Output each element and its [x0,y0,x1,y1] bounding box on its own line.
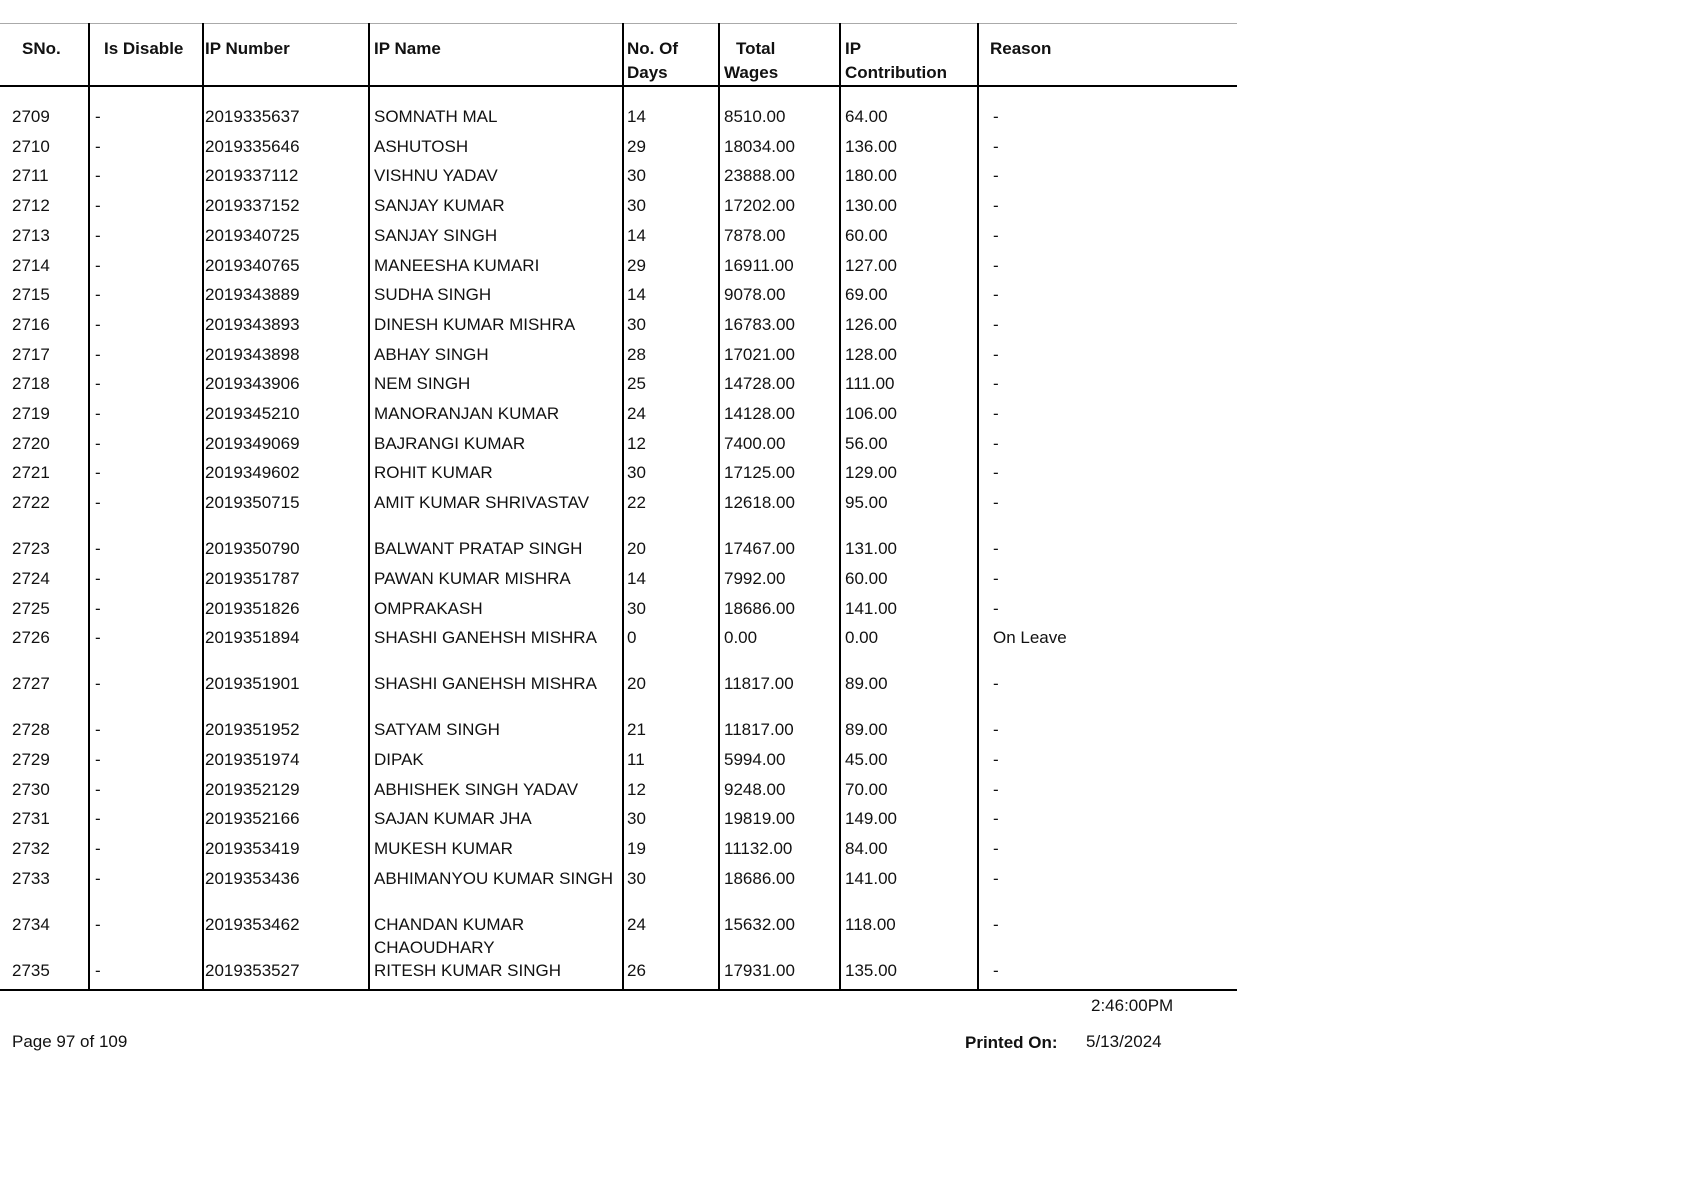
cell-sno: 2721 [12,463,50,483]
header-total-wages [724,37,778,85]
cell-ip-number: 2019351787 [205,568,300,588]
cell-sno: 2715 [12,285,50,305]
cell-reason: - [993,779,999,799]
cell-ip-contribution: 0.00 [845,628,879,648]
cell-total-wages: 16911.00 [724,255,794,275]
cell-sno: 2719 [12,404,50,423]
cell-total-wages: 11817.00 [724,720,794,740]
cell-is-disable: - [95,749,101,769]
cell-sno: 2735 [12,960,50,980]
printed-date: 5/13/2024 [1086,1032,1162,1051]
cell-ip-name: RITESH KUMAR SINGH [374,960,562,980]
cell-is-disable: - [95,404,101,423]
cell-ip-contribution: 69.00 [845,285,888,305]
cell-ip-contribution: 70.00 [845,779,888,799]
cell-ip-contribution: 60.00 [845,568,888,588]
cell-reason: - [993,404,999,423]
cell-no-of-days: 14 [627,225,646,245]
cell-no-of-days: 30 [627,868,646,888]
cell-ip-number: 2019351826 [205,598,300,618]
cell-ip-name: SOMNATH MAL [374,107,498,126]
cell-no-of-days: 0 [627,628,637,648]
cell-is-disable: - [95,255,101,275]
cell-ip-contribution: 95.00 [845,493,888,513]
cell-is-disable: - [95,598,101,618]
header-total-wages-line2: Wages [724,63,779,82]
cell-reason: - [993,255,999,275]
cell-reason: - [993,166,999,186]
header-reason: Reason [990,39,1052,58]
cell-ip-number: 2019335646 [205,136,300,156]
cell-is-disable: - [95,914,101,934]
header-no-of-days [627,37,678,85]
cell-ip-name: ABHAY SINGH [374,344,489,364]
cell-reason: - [993,720,999,740]
cell-ip-number: 2019350715 [205,493,300,513]
cell-sno: 2711 [12,166,49,186]
cell-ip-contribution: 60.00 [845,225,888,245]
cell-reason: - [993,196,999,216]
cell-ip-name: VISHNU YADAV [374,166,498,186]
cell-sno: 2723 [12,539,50,559]
cell-ip-contribution: 128.00 [845,344,897,364]
cell-no-of-days: 12 [627,779,646,799]
cell-no-of-days: 29 [627,255,646,275]
cell-sno: 2733 [12,868,50,888]
cell-ip-contribution: 135.00 [845,960,897,980]
cell-ip-number: 2019350790 [205,539,300,559]
cell-sno: 2725 [12,598,50,618]
cell-sno: 2722 [12,493,50,513]
cell-ip-contribution: 180.00 [845,166,897,186]
cell-no-of-days: 14 [627,107,646,126]
cell-ip-contribution: 127.00 [845,255,897,275]
header-ip-contribution [845,37,947,85]
cell-ip-contribution: 141.00 [845,598,897,618]
cell-ip-number: 2019351952 [205,720,300,740]
cell-ip-number: 2019337112 [205,166,299,186]
cell-is-disable: - [95,225,101,245]
cell-total-wages: 18686.00 [724,868,795,888]
cell-ip-name: SHASHI GANEHSH MISHRA [374,628,597,648]
cell-is-disable: - [95,568,101,588]
column-divider [839,23,841,989]
cell-reason: - [993,374,999,394]
cell-total-wages: 23888.00 [724,166,795,186]
cell-ip-name: CHANDAN KUMAR CHAOUDHARY [374,914,525,957]
cell-total-wages: 7400.00 [724,433,786,453]
printed-time: 2:46:00PM [1091,996,1174,1015]
cell-ip-contribution: 64.00 [845,107,888,126]
cell-ip-name: SANJAY KUMAR [374,196,505,216]
cell-no-of-days: 30 [627,809,646,829]
cell-sno: 2716 [12,314,50,334]
page-number: Page 97 of 109 [12,1032,128,1051]
cell-ip-name: MANEESHA KUMARI [374,255,540,275]
cell-ip-contribution: 136.00 [845,136,897,156]
cell-sno: 2709 [12,107,50,126]
cell-no-of-days: 30 [627,196,646,216]
cell-ip-contribution: 84.00 [845,839,888,858]
cell-reason: - [993,493,999,513]
header-sno: SNo. [22,39,61,58]
cell-ip-name: PAWAN KUMAR MISHRA [374,568,571,588]
cell-ip-name: AMIT KUMAR SHRIVASTAV [374,493,590,513]
cell-reason: - [993,433,999,453]
cell-sno: 2732 [12,839,50,858]
header-no-of-days-line1: No. Of [627,39,678,58]
cell-total-wages: 17125.00 [724,463,795,483]
cell-is-disable: - [95,196,101,216]
cell-no-of-days: 26 [627,960,646,980]
cell-ip-contribution: 89.00 [845,674,888,694]
cell-reason: - [993,285,999,305]
cell-ip-number: 2019340725 [205,225,300,245]
cell-reason: - [993,960,999,980]
cell-total-wages: 12618.00 [724,493,795,513]
cell-ip-number: 2019353462 [205,914,300,934]
cell-ip-contribution: 106.00 [845,404,897,423]
cell-no-of-days: 28 [627,344,646,364]
cell-no-of-days: 12 [627,433,646,453]
cell-total-wages: 18034.00 [724,136,795,156]
cell-sno: 2714 [12,255,50,275]
cell-total-wages: 7992.00 [724,568,786,588]
column-divider [202,23,204,989]
cell-ip-number: 2019352166 [205,809,300,829]
cell-ip-name: NEM SINGH [374,374,471,394]
header-ip-contribution-line2: Contribution [845,63,947,82]
cell-ip-name: MUKESH KUMAR [374,839,513,858]
cell-no-of-days: 20 [627,674,646,694]
cell-total-wages: 18686.00 [724,598,795,618]
cell-reason: On Leave [993,628,1067,648]
cell-is-disable: - [95,809,101,829]
cell-ip-name: DIPAK [374,749,424,769]
cell-no-of-days: 30 [627,166,646,186]
cell-ip-number: 2019353419 [205,839,300,858]
cell-reason: - [993,749,999,769]
cell-no-of-days: 22 [627,493,646,513]
header-rule [0,85,1237,87]
cell-no-of-days: 14 [627,285,646,305]
cell-is-disable: - [95,720,101,740]
cell-ip-contribution: 131.00 [845,539,897,559]
column-divider [977,23,979,989]
cell-sno: 2717 [12,344,50,364]
cell-ip-name: ASHUTOSH [374,136,469,156]
cell-is-disable: - [95,628,101,648]
cell-ip-number: 2019349602 [205,463,300,483]
cell-total-wages: 9248.00 [724,779,786,799]
cell-is-disable: - [95,779,101,799]
cell-is-disable: - [95,539,101,559]
cell-no-of-days: 30 [627,598,646,618]
cell-ip-contribution: 118.00 [845,914,896,934]
cell-sno: 2724 [12,568,50,588]
cell-is-disable: - [95,285,101,305]
column-divider [622,23,624,989]
cell-total-wages: 5994.00 [724,749,786,769]
cell-ip-name: BALWANT PRATAP SINGH [374,539,583,559]
cell-is-disable: - [95,344,101,364]
cell-reason: - [993,914,999,934]
cell-reason: - [993,598,999,618]
cell-sno: 2718 [12,374,50,394]
header-ip-number: IP Number [205,39,290,58]
cell-ip-contribution: 56.00 [845,433,888,453]
cell-ip-name: SHASHI GANEHSH MISHRA [374,674,597,694]
cell-ip-contribution: 89.00 [845,720,888,740]
cell-no-of-days: 29 [627,136,646,156]
cell-is-disable: - [95,463,101,483]
cell-no-of-days: 24 [627,914,646,934]
cell-reason: - [993,107,999,126]
printed-on-label: Printed On: [965,1033,1058,1052]
cell-total-wages: 11132.00 [724,839,793,858]
cell-is-disable: - [95,374,101,394]
cell-ip-name: OMPRAKASH [374,598,483,618]
cell-ip-name: ROHIT KUMAR [374,463,493,483]
cell-reason: - [993,314,999,334]
header-is-disable: Is Disable [104,39,184,58]
cell-sno: 2720 [12,433,50,453]
cell-is-disable: - [95,314,101,334]
cell-ip-name: BAJRANGI KUMAR [374,433,526,453]
cell-total-wages: 14128.00 [724,404,795,423]
cell-is-disable: - [95,433,101,453]
header-ip-name: IP Name [374,39,441,58]
cell-sno: 2728 [12,720,50,740]
cell-is-disable: - [95,136,101,156]
cell-sno: 2727 [12,674,50,694]
cell-sno: 2729 [12,749,50,769]
cell-ip-number: 2019351974 [205,749,300,769]
cell-sno: 2710 [12,136,50,156]
cell-ip-number: 2019352129 [205,779,300,799]
cell-ip-number: 2019343889 [205,285,300,305]
cell-ip-name: DINESH KUMAR MISHRA [374,314,576,334]
cell-ip-name: SUDHA SINGH [374,285,492,305]
cell-ip-name: ABHISHEK SINGH YADAV [374,779,579,799]
cell-reason: - [993,539,999,559]
cell-ip-name: MANORANJAN KUMAR [374,404,560,423]
cell-ip-contribution: 126.00 [845,314,897,334]
cell-ip-number: 2019337152 [205,196,300,216]
cell-sno: 2734 [12,914,50,934]
cell-ip-contribution: 130.00 [845,196,897,216]
cell-ip-number: 2019349069 [205,433,300,453]
cell-total-wages: 17467.00 [724,539,795,559]
cell-ip-number: 2019351901 [205,674,300,694]
cell-sno: 2712 [12,196,50,216]
cell-ip-name: SAJAN KUMAR JHA [374,809,532,829]
cell-total-wages: 14728.00 [724,374,795,394]
cell-ip-number: 2019345210 [205,404,300,423]
cell-no-of-days: 24 [627,404,646,423]
cell-sno: 2730 [12,779,50,799]
header-no-of-days-line2: Days [627,63,668,82]
cell-is-disable: - [95,839,101,858]
cell-ip-contribution: 129.00 [845,463,897,483]
cell-ip-name: SANJAY SINGH [374,225,498,245]
cell-no-of-days: 11 [627,749,645,769]
cell-sno: 2726 [12,628,50,648]
cell-ip-number: 2019353527 [205,960,300,980]
cell-ip-contribution: 141.00 [845,868,897,888]
cell-no-of-days: 30 [627,314,646,334]
cell-ip-name: SATYAM SINGH [374,720,500,740]
cell-total-wages: 0.00 [724,628,758,648]
cell-total-wages: 19819.00 [724,809,795,829]
cell-reason: - [993,674,999,694]
column-divider [718,23,720,989]
cell-ip-number: 2019351894 [205,628,300,648]
cell-no-of-days: 30 [627,463,646,483]
cell-ip-contribution: 45.00 [845,749,888,769]
cell-total-wages: 15632.00 [724,914,795,934]
cell-ip-number: 2019353436 [205,868,300,888]
cell-sno: 2713 [12,225,50,245]
cell-ip-number: 2019343898 [205,344,300,364]
cell-is-disable: - [95,960,101,980]
cell-total-wages: 16783.00 [724,314,795,334]
cell-no-of-days: 20 [627,539,646,559]
cell-is-disable: - [95,868,101,888]
cell-is-disable: - [95,493,101,513]
cell-total-wages: 17931.00 [724,960,795,980]
cell-is-disable: - [95,107,101,126]
cell-reason: - [993,344,999,364]
column-divider [88,23,90,989]
cell-reason: - [993,568,999,588]
cell-total-wages: 8510.00 [724,107,786,126]
cell-reason: - [993,868,999,888]
cell-total-wages: 17021.00 [724,344,795,364]
cell-ip-contribution: 149.00 [845,809,897,829]
cell-no-of-days: 21 [627,720,646,740]
header-ip-contribution-line1: IP [845,39,862,58]
cell-is-disable: - [95,166,101,186]
cell-no-of-days: 25 [627,374,646,394]
cell-reason: - [993,136,999,156]
cell-reason: - [993,839,999,858]
table-top-rule [0,23,1237,24]
header-total-wages-line1: Total [736,39,776,58]
cell-ip-contribution: 111.00 [845,374,895,394]
cell-ip-name: ABHIMANYOU KUMAR SINGH [374,868,613,888]
cell-ip-number: 2019340765 [205,255,300,275]
cell-ip-number: 2019343906 [205,374,300,394]
table-bottom-rule [0,989,1237,991]
cell-total-wages: 7878.00 [724,225,786,245]
cell-is-disable: - [95,674,101,694]
column-divider [368,23,370,989]
cell-total-wages: 9078.00 [724,285,786,305]
cell-reason: - [993,809,999,829]
cell-no-of-days: 19 [627,839,646,858]
cell-total-wages: 11817.00 [724,674,794,694]
cell-total-wages: 17202.00 [724,196,795,216]
cell-ip-number: 2019343893 [205,314,300,334]
cell-ip-number: 2019335637 [205,107,300,126]
cell-reason: - [993,463,999,483]
cell-reason: - [993,225,999,245]
cell-no-of-days: 14 [627,568,646,588]
cell-sno: 2731 [12,809,50,829]
